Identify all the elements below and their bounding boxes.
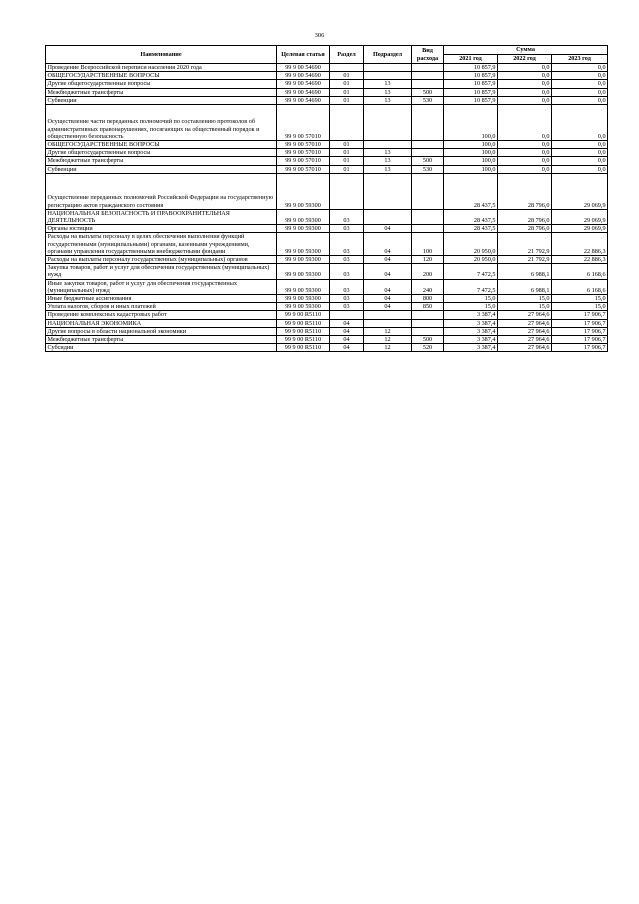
cell-article: 99 9 00 57010	[277, 149, 330, 157]
cell-2021: 10 857,9	[444, 88, 498, 96]
cell-article: 99 9 00 54690	[277, 80, 330, 88]
cell-article: 99 9 00 59300	[277, 225, 330, 233]
cell-2021: 20 950,0	[444, 256, 498, 264]
header-section: Раздел	[330, 46, 364, 64]
cell-2021: 100,0	[444, 165, 498, 173]
cell-2022: 28 796,0	[498, 209, 552, 224]
cell-subsection: 04	[364, 264, 412, 279]
cell-section	[330, 64, 364, 72]
cell-section: 01	[330, 88, 364, 96]
cell-subsection: 12	[364, 344, 412, 352]
cell-2022: 0,0	[498, 141, 552, 149]
cell-expense-type	[412, 64, 444, 72]
cell-name: Другие вопросы в области национальной экономики	[46, 327, 277, 335]
cell-article: 99 9 00 57010	[277, 105, 330, 141]
cell-expense-type: 240	[412, 279, 444, 294]
cell-expense-type	[412, 105, 444, 141]
cell-2022: 0,0	[498, 105, 552, 141]
cell-expense-type	[412, 311, 444, 319]
cell-2021: 3 387,4	[444, 327, 498, 335]
cell-2022: 6 988,1	[498, 264, 552, 279]
cell-article: 99 9 00 54690	[277, 88, 330, 96]
table-row	[46, 256, 608, 264]
cell-2023: 17 906,7	[552, 344, 608, 352]
cell-2022: 27 964,6	[498, 327, 552, 335]
cell-article: 99 9 00 R5110	[277, 327, 330, 335]
cell-name: Межбюджетные трансферты	[46, 336, 277, 344]
cell-2021: 100,0	[444, 105, 498, 141]
table-row	[46, 311, 608, 319]
cell-subsection: 13	[364, 88, 412, 96]
cell-2023: 6 168,6	[552, 264, 608, 279]
cell-name: НАЦИОНАЛЬНАЯ БЕЗОПАСНОСТЬ И ПРАВООХРАНИТЕЛЬНАЯ ДЕЯТЕЛЬНОСТЬ	[46, 209, 277, 224]
cell-section: 03	[330, 225, 364, 233]
cell-2021: 7 472,5	[444, 279, 498, 294]
cell-name: Осуществление переданных полномочий Российской Федерации на государственную регистрацию актов гражданского состояния	[46, 173, 277, 209]
cell-2021: 10 857,9	[444, 96, 498, 104]
cell-2021: 10 857,9	[444, 72, 498, 80]
cell-section: 01	[330, 96, 364, 104]
table-row	[46, 264, 608, 279]
cell-2023: 0,0	[552, 149, 608, 157]
cell-name: Субвенции	[46, 165, 277, 173]
cell-subsection: 04	[364, 233, 412, 256]
cell-name: ОБЩЕГОСУДАРСТВЕННЫЕ ВОПРОСЫ	[46, 72, 277, 80]
table-row	[46, 165, 608, 173]
cell-subsection	[364, 209, 412, 224]
cell-2021: 15,0	[444, 295, 498, 303]
cell-article: 99 9 00 R5110	[277, 344, 330, 352]
cell-article: 99 9 00 59300	[277, 264, 330, 279]
cell-subsection: 13	[364, 80, 412, 88]
cell-article: 99 9 00 R5110	[277, 311, 330, 319]
table-row	[46, 80, 608, 88]
cell-name: Проведение комплексных кадастровых работ	[46, 311, 277, 319]
cell-2022: 0,0	[498, 72, 552, 80]
cell-2022: 0,0	[498, 88, 552, 96]
table-row	[46, 225, 608, 233]
cell-expense-type: 500	[412, 336, 444, 344]
header-sum: Сумма	[444, 46, 608, 55]
table-row	[46, 279, 608, 294]
cell-name: Межбюджетные трансферты	[46, 88, 277, 96]
cell-section: 01	[330, 149, 364, 157]
cell-2023: 6 168,6	[552, 279, 608, 294]
header-subsection: Подраздел	[364, 46, 412, 64]
table-row	[46, 149, 608, 157]
cell-article: 99 9 00 59300	[277, 173, 330, 209]
cell-subsection	[364, 72, 412, 80]
cell-2023: 0,0	[552, 105, 608, 141]
table-row	[46, 327, 608, 335]
cell-section: 01	[330, 141, 364, 149]
cell-section: 03	[330, 256, 364, 264]
cell-2021: 3 387,4	[444, 319, 498, 327]
cell-2023: 0,0	[552, 80, 608, 88]
cell-2023: 17 906,7	[552, 319, 608, 327]
table-row	[46, 233, 608, 256]
cell-2022: 0,0	[498, 80, 552, 88]
cell-article: 99 9 00 57010	[277, 141, 330, 149]
cell-2022: 27 964,6	[498, 344, 552, 352]
cell-section: 03	[330, 264, 364, 279]
cell-2022: 0,0	[498, 64, 552, 72]
header-article: Целевая статья	[277, 46, 330, 64]
cell-subsection: 13	[364, 165, 412, 173]
cell-2022: 15,0	[498, 303, 552, 311]
cell-subsection	[364, 64, 412, 72]
cell-2023: 29 069,9	[552, 173, 608, 209]
cell-2021: 10 857,9	[444, 80, 498, 88]
cell-name: Расходы на выплаты персоналу государственных (муниципальных) органов	[46, 256, 277, 264]
table-row	[46, 157, 608, 165]
cell-expense-type	[412, 225, 444, 233]
table-row	[46, 336, 608, 344]
cell-expense-type: 520	[412, 344, 444, 352]
cell-section: 01	[330, 80, 364, 88]
table-row	[46, 319, 608, 327]
cell-article: 99 9 00 59300	[277, 209, 330, 224]
cell-2021: 100,0	[444, 141, 498, 149]
cell-2023: 0,0	[552, 88, 608, 96]
cell-2022: 27 964,6	[498, 319, 552, 327]
cell-article: 99 9 00 59300	[277, 279, 330, 294]
cell-expense-type: 530	[412, 165, 444, 173]
cell-2023: 17 906,7	[552, 311, 608, 319]
cell-2021: 100,0	[444, 157, 498, 165]
cell-name: Другие общегосударственные вопросы	[46, 149, 277, 157]
cell-2022: 6 988,1	[498, 279, 552, 294]
cell-2023: 22 886,3	[552, 233, 608, 256]
cell-article: 99 9 00 54690	[277, 96, 330, 104]
table-row	[46, 96, 608, 104]
cell-name: Органы юстиции	[46, 225, 277, 233]
cell-expense-type: 850	[412, 303, 444, 311]
cell-section: 03	[330, 295, 364, 303]
cell-name: Проведение Всероссийской переписи населения 2020 года	[46, 64, 277, 72]
cell-expense-type	[412, 141, 444, 149]
cell-subsection: 12	[364, 336, 412, 344]
cell-2023: 22 886,3	[552, 256, 608, 264]
cell-name: Иные бюджетные ассигнования	[46, 295, 277, 303]
cell-2023: 29 069,9	[552, 209, 608, 224]
cell-article: 99 9 00 59300	[277, 303, 330, 311]
cell-name: Межбюджетные трансферты	[46, 157, 277, 165]
cell-name: Субсидии	[46, 344, 277, 352]
cell-subsection	[364, 141, 412, 149]
cell-2021: 3 387,4	[444, 344, 498, 352]
cell-2021: 28 437,5	[444, 225, 498, 233]
table-row	[46, 72, 608, 80]
table-row	[46, 141, 608, 149]
cell-expense-type	[412, 319, 444, 327]
cell-section: 04	[330, 319, 364, 327]
cell-name: Осуществление части переданных полномочий по составлению протоколов об административных правонарушениях, посягающих на общественный порядок и общественную безопасность	[46, 105, 277, 141]
cell-expense-type	[412, 327, 444, 335]
cell-2022: 27 964,6	[498, 311, 552, 319]
cell-2022: 15,0	[498, 295, 552, 303]
cell-2022: 21 792,9	[498, 256, 552, 264]
table-row	[46, 209, 608, 224]
cell-2021: 7 472,5	[444, 264, 498, 279]
cell-subsection: 04	[364, 303, 412, 311]
cell-subsection: 04	[364, 256, 412, 264]
cell-expense-type: 530	[412, 96, 444, 104]
header-2023: 2023 год	[552, 55, 608, 64]
table-row	[46, 344, 608, 352]
cell-subsection: 13	[364, 149, 412, 157]
cell-section: 01	[330, 165, 364, 173]
cell-name: ОБЩЕГОСУДАРСТВЕННЫЕ ВОПРОСЫ	[46, 141, 277, 149]
cell-2022: 28 796,0	[498, 173, 552, 209]
cell-article: 99 9 00 R5110	[277, 319, 330, 327]
cell-expense-type	[412, 173, 444, 209]
cell-article: 99 9 00 R5110	[277, 336, 330, 344]
cell-subsection: 04	[364, 225, 412, 233]
cell-name: Закупка товаров, работ и услуг для обеспечения государственных (муниципальных) нужд	[46, 264, 277, 279]
cell-expense-type	[412, 209, 444, 224]
cell-2022: 27 964,6	[498, 336, 552, 344]
cell-section: 01	[330, 157, 364, 165]
cell-section: 01	[330, 72, 364, 80]
cell-2023: 17 906,7	[552, 327, 608, 335]
cell-2021: 28 437,5	[444, 209, 498, 224]
cell-section: 04	[330, 344, 364, 352]
table-row	[46, 64, 608, 72]
cell-subsection	[364, 173, 412, 209]
cell-section: 04	[330, 327, 364, 335]
cell-expense-type: 500	[412, 157, 444, 165]
cell-section	[330, 105, 364, 141]
cell-2023: 0,0	[552, 96, 608, 104]
cell-expense-type	[412, 80, 444, 88]
cell-name: Иные закупки товаров, работ и услуг для обеспечения государственных (муниципальных) нужд	[46, 279, 277, 294]
cell-article: 99 9 00 57010	[277, 165, 330, 173]
cell-name: Расходы на выплаты персоналу в целях обеспечения выполнения функций государственными (муниципальными) органами, казенными учреждениями, органами управления государственными внебюджетными фондами	[46, 233, 277, 256]
cell-2022: 0,0	[498, 157, 552, 165]
cell-expense-type: 200	[412, 264, 444, 279]
cell-2022: 21 792,9	[498, 233, 552, 256]
cell-article: 99 9 00 59300	[277, 233, 330, 256]
table-row	[46, 173, 608, 209]
table-body	[46, 64, 608, 352]
cell-subsection: 13	[364, 96, 412, 104]
budget-table	[45, 45, 608, 352]
cell-expense-type	[412, 149, 444, 157]
cell-subsection	[364, 311, 412, 319]
cell-article: 99 9 00 54690	[277, 72, 330, 80]
cell-section: 03	[330, 233, 364, 256]
cell-article: 99 9 00 59300	[277, 295, 330, 303]
cell-2021: 3 387,4	[444, 311, 498, 319]
cell-name: НАЦИОНАЛЬНАЯ ЭКОНОМИКА	[46, 319, 277, 327]
cell-2021: 15,0	[444, 303, 498, 311]
cell-2022: 0,0	[498, 149, 552, 157]
header-2021: 2021 год	[444, 55, 498, 64]
table-row	[46, 303, 608, 311]
cell-article: 99 9 00 57010	[277, 157, 330, 165]
cell-expense-type: 120	[412, 256, 444, 264]
cell-2023: 0,0	[552, 165, 608, 173]
header-expense-type: Вид расхода	[412, 46, 444, 64]
cell-name: Уплата налогов, сборов и иных платежей	[46, 303, 277, 311]
cell-expense-type: 100	[412, 233, 444, 256]
cell-section: 03	[330, 209, 364, 224]
cell-subsection: 04	[364, 295, 412, 303]
cell-2021: 20 950,0	[444, 233, 498, 256]
table-row	[46, 88, 608, 96]
cell-name: Субвенции	[46, 96, 277, 104]
cell-2023: 0,0	[552, 157, 608, 165]
cell-2023: 15,0	[552, 303, 608, 311]
cell-2022: 28 796,0	[498, 225, 552, 233]
cell-2023: 15,0	[552, 295, 608, 303]
cell-2021: 3 387,4	[444, 336, 498, 344]
header-2022: 2022 год	[498, 55, 552, 64]
cell-2023: 0,0	[552, 64, 608, 72]
cell-subsection	[364, 319, 412, 327]
cell-expense-type	[412, 72, 444, 80]
cell-expense-type: 800	[412, 295, 444, 303]
cell-2021: 28 437,5	[444, 173, 498, 209]
cell-subsection: 12	[364, 327, 412, 335]
cell-2022: 0,0	[498, 96, 552, 104]
cell-section	[330, 173, 364, 209]
cell-2023: 17 906,7	[552, 336, 608, 344]
cell-2023: 29 069,9	[552, 225, 608, 233]
cell-section: 04	[330, 336, 364, 344]
table-row	[46, 105, 608, 141]
cell-2021: 100,0	[444, 149, 498, 157]
cell-2023: 0,0	[552, 72, 608, 80]
cell-subsection: 04	[364, 279, 412, 294]
cell-article: 99 9 00 54690	[277, 64, 330, 72]
cell-subsection: 13	[364, 157, 412, 165]
cell-subsection	[364, 105, 412, 141]
cell-name: Другие общегосударственные вопросы	[46, 80, 277, 88]
page-number: 306	[314, 32, 325, 39]
header-name: Наименование	[46, 46, 277, 64]
cell-expense-type: 500	[412, 88, 444, 96]
cell-section	[330, 311, 364, 319]
cell-2021: 10 857,9	[444, 64, 498, 72]
cell-article: 99 9 00 59300	[277, 256, 330, 264]
cell-section: 03	[330, 279, 364, 294]
cell-2023: 0,0	[552, 141, 608, 149]
cell-2022: 0,0	[498, 165, 552, 173]
table-row	[46, 295, 608, 303]
cell-section: 03	[330, 303, 364, 311]
